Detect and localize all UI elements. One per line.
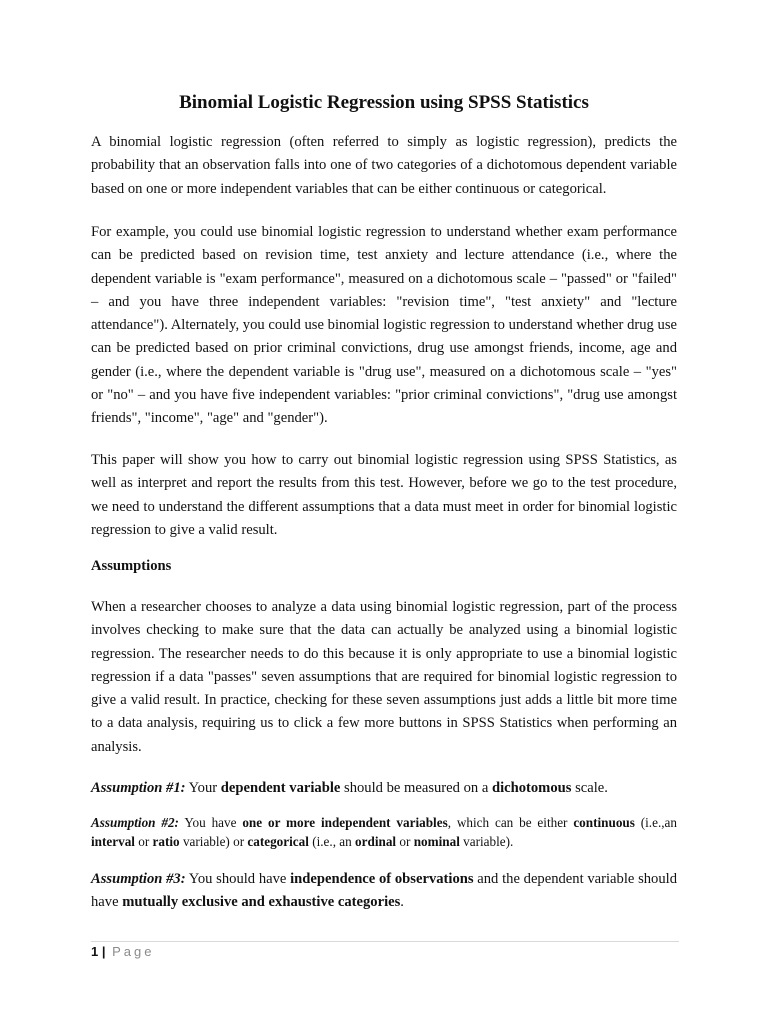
assumption-3: Assumption #3: You should have independence of observations and the dependent variable should have mutually exclusive and exhaustive categories. [91, 871, 678, 911]
page-label: Page [112, 944, 155, 959]
assumption-1: Assumption #1: Your dependent variable should be measured on a dichotomous scale. [91, 780, 608, 796]
assumption-2-label: Assumption #2: [91, 815, 179, 830]
paper-scope-paragraph: This paper will show you how to carry out binomial logistic regression using SPSS Statistics, as well as interpret and report the results from this test. However, before we go to the test procedure, we need to understand the different assumptions that a data must meet in order for binomial logistic regression to give a valid result. [91, 452, 677, 538]
footer-divider [91, 941, 679, 942]
page-number: 1 [91, 944, 99, 959]
assumption-3-label: Assumption #3: [91, 871, 186, 887]
example-paragraph: For example, you could use binomial logistic regression to understand whether exam performance can be predicted based on revision time, test anxiety and lecture attendance (i.e., where the dependent variable is "exam performance", measured on a dichotomous scale – "passed" or "failed" – and you have three independent variables: "revision time", "test anxiety" and "lecture attendance"). Alternately, you could use binomial logistic regression to understand whether drug use can be predicted based on prior criminal convictions, drug use amongst friends, income, age and gender (i.e., where the dependent variable is "drug use", measured on a dichotomous scale – "yes" or "no" – and you have five independent variables: "prior criminal convictions", "drug use amongst friends", "income", "age" and "gender"). [91, 224, 677, 427]
page-title: Binomial Logistic Regression using SPSS Statistics [179, 92, 589, 113]
footer-separator: | [98, 944, 110, 959]
assumption-1-label: Assumption #1: [91, 780, 186, 796]
assumption-2: Assumption #2: You have one or more independent variables, which can be either continuous (i.e.,an interval or ratio variable) or categorical (i.e., an ordinal or nominal variable). [91, 815, 677, 849]
intro-paragraph: A binomial logistic regression (often referred to simply as logistic regression), predicts the probability that an observation falls into one of two categories of a dichotomous dependent variable based on one or more independent variables that can be either continuous or categorical. [91, 134, 677, 197]
assumptions-intro-paragraph: When a researcher chooses to analyze a data using binomial logistic regression, part of the process involves checking to make sure that the data can actually be analyzed using a binomial logistic regression. The researcher needs to do this because it is only appropriate to use a binomial logistic regression if a data "passes" seven assumptions that are required for binomial logistic regression to give a valid result. In practice, checking for these seven assumptions just adds a little bit more time to a data analysis, requiring us to click a few more buttons in SPSS Statistics when performing an analysis. [91, 599, 677, 755]
page-footer [91, 944, 154, 959]
assumptions-heading: Assumptions [91, 558, 172, 574]
